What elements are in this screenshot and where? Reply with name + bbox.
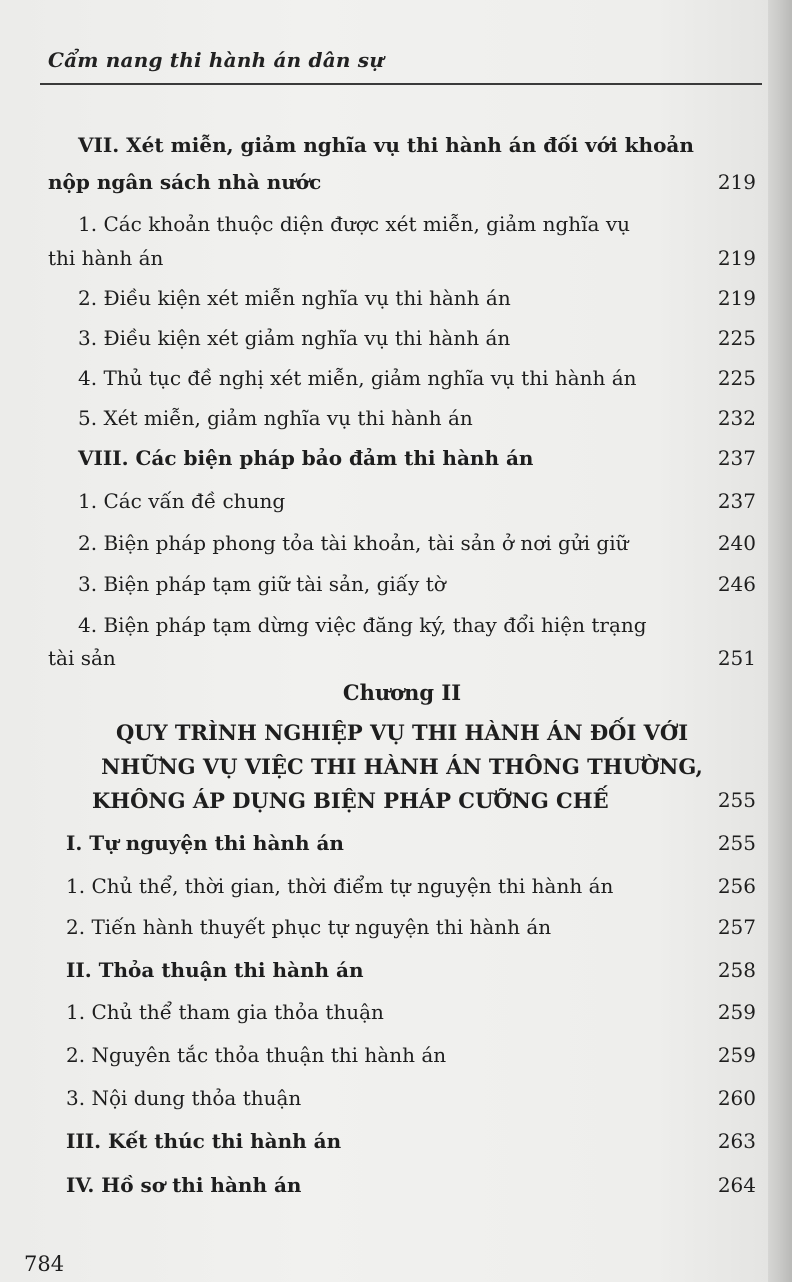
chapter-title-line2: NHỮNG VỤ VIỆC THI HÀNH ÁN THÔNG THƯỜNG,	[101, 754, 703, 779]
toc-page-number: 258	[717, 958, 756, 982]
toc-entry-text: thi hành án	[48, 246, 164, 270]
toc-page-number: 260	[717, 1086, 756, 1110]
toc-page-number: 264	[717, 1173, 756, 1197]
toc-entry-text: 2. Nguyên tắc thỏa thuận thi hành án	[66, 1043, 447, 1067]
toc-page-number: 259	[717, 1043, 756, 1067]
toc-page-number: 263	[717, 1129, 756, 1153]
toc-entry-text: 3. Biện pháp tạm giữ tài sản, giấy tờ	[78, 572, 446, 596]
toc-entry-text: 4. Biện pháp tạm dừng việc đăng ký, thay đổi hiện trạng	[78, 613, 647, 637]
toc-page-number: 255	[717, 831, 756, 855]
toc-page-number: 257	[717, 915, 756, 939]
toc-entry-text: 3. Điều kiện xét giảm nghĩa vụ thi hành án	[78, 326, 511, 350]
chapter-label: Chương II	[342, 680, 462, 705]
toc-page-number: 255	[717, 788, 756, 812]
chapter-title-line1: QUY TRÌNH NGHIỆP VỤ THI HÀNH ÁN ĐỐI VỚI	[115, 720, 689, 745]
book-spine-shadow	[768, 0, 792, 1282]
toc-entry-text: 1. Các vấn đề chung	[78, 489, 286, 513]
toc-entry-text: II. Thỏa thuận thi hành án	[66, 958, 364, 982]
toc-entry-text: VII. Xét miễn, giảm nghĩa vụ thi hành án đối với khoản	[78, 133, 694, 157]
toc-entry-text: 5. Xét miễn, giảm nghĩa vụ thi hành án	[78, 406, 473, 430]
toc-entry-text: VIII. Các biện pháp bảo đảm thi hành án	[78, 446, 534, 470]
toc-page-number: 225	[717, 326, 756, 350]
toc-entry-text: 3. Nội dung thỏa thuận	[66, 1086, 302, 1110]
toc-entry-text: tài sản	[48, 646, 116, 670]
toc-entry-text: IV. Hồ sơ thi hành án	[66, 1173, 302, 1197]
toc-entry-text: 2. Tiến hành thuyết phục tự nguyện thi hành án	[66, 915, 552, 939]
running-header-title: Cẩm nang thi hành án dân sự	[48, 48, 384, 72]
toc-page-number: 219	[717, 246, 756, 270]
toc-page-number: 219	[717, 170, 756, 194]
page-number-footer: 784	[24, 1252, 65, 1276]
toc-entry-text: 1. Chủ thể, thời gian, thời điểm tự nguyện thi hành án	[66, 874, 614, 898]
toc-page-number: 219	[717, 286, 756, 310]
toc-page-number: 237	[717, 489, 756, 513]
toc-entry-text: III. Kết thúc thi hành án	[66, 1129, 342, 1153]
toc-entry-text: 2. Điều kiện xét miễn nghĩa vụ thi hành án	[78, 286, 511, 310]
toc-page-number: 237	[717, 446, 756, 470]
header-rule	[40, 83, 762, 85]
toc-page-number: 232	[717, 406, 756, 430]
toc-entry-text: 2. Biện pháp phong tỏa tài khoản, tài sản ở nơi gửi giữ	[78, 531, 629, 555]
toc-entry-text: 1. Các khoản thuộc diện được xét miễn, giảm nghĩa vụ	[78, 212, 631, 236]
toc-page-number: 251	[717, 646, 756, 670]
toc-entry-text: nộp ngân sách nhà nước	[48, 170, 322, 194]
toc-entry-text: 1. Chủ thể tham gia thỏa thuận	[66, 1000, 384, 1024]
chapter-title-line3: KHÔNG ÁP DỤNG BIỆN PHÁP CƯỠNG CHẾ	[92, 788, 609, 813]
toc-entry-text: 4. Thủ tục đề nghị xét miễn, giảm nghĩa vụ thi hành án	[78, 366, 637, 390]
toc-page-number: 240	[717, 531, 756, 555]
toc-page-number: 246	[717, 572, 756, 596]
toc-page-number: 225	[717, 366, 756, 390]
toc-page-number: 256	[717, 874, 756, 898]
toc-page-number: 259	[717, 1000, 756, 1024]
toc-entry-text: I. Tự nguyện thi hành án	[66, 831, 344, 855]
